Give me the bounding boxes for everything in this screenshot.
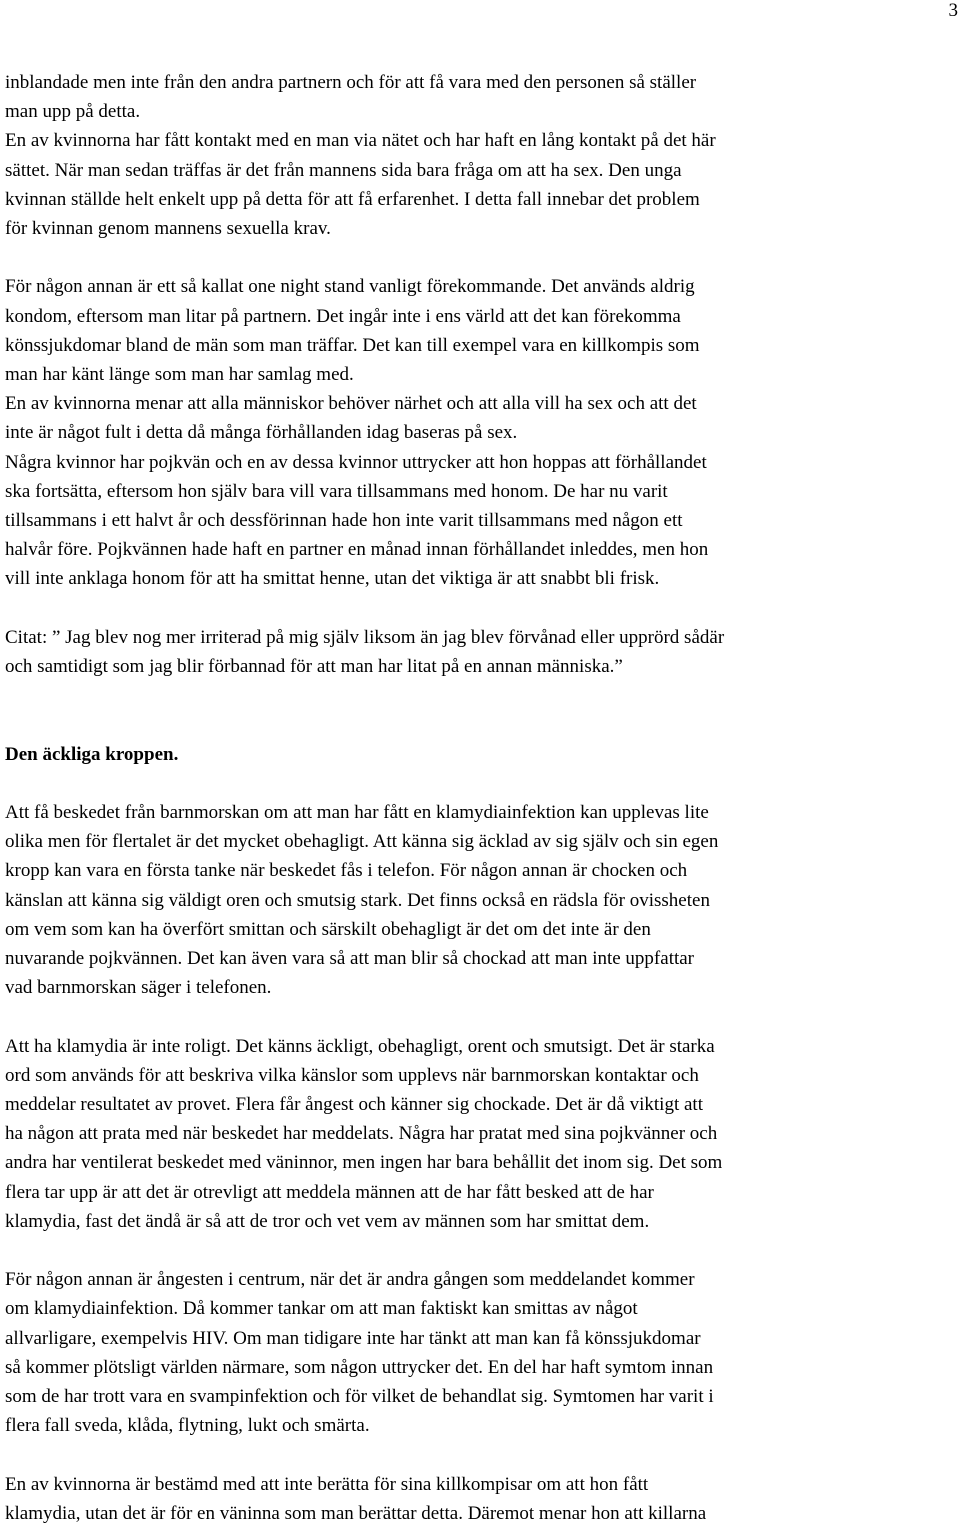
text-line: ska fortsätta, eftersom hon själv bara vill vara tillsammans med honom. De har nu varit [5, 480, 668, 502]
text-line: vad barnmorskan säger i telefonen. [5, 977, 272, 999]
text-line: inte är något fult i detta då många förhållanden idag baseras på sex. [5, 422, 518, 444]
text-line: För någon annan är ångesten i centrum, när det är andra gången som meddelandet kommer [5, 1269, 695, 1291]
text-line: om vem som kan ha överfört smittan och särskilt obehagligt är det om det inte är den [5, 918, 651, 940]
section-heading: Den äckliga kroppen. [5, 743, 179, 765]
text-line: för kvinnan genom mannens sexuella krav. [5, 218, 331, 240]
text-line: allvarligare, exempelvis HIV. Om man tidigare inte har tänkt att man kan få könssjukdomar [5, 1327, 701, 1349]
text-line: En av kvinnorna har fått kontakt med en man via nätet och har haft en lång kontakt på det här [5, 130, 716, 152]
text-line: kvinnan ställde helt enkelt upp på detta för att få erfarenhet. I detta fall innebar det problem [5, 188, 700, 210]
text-line: och samtidigt som jag blir förbannad för att man har litat på en annan människa.” [5, 656, 623, 678]
page-number: 3 [948, 0, 958, 21]
text-line: man har känt länge som man har samlag med. [5, 364, 354, 386]
text-line: kropp kan vara en första tanke när beskedet fås i telefon. För någon annan är chocken och [5, 860, 688, 882]
text-line: För någon annan är ett så kallat one night stand vanligt förekommande. Det används aldrig [5, 276, 695, 298]
text-line: halvår före. Pojkvännen hade haft en partner en månad innan förhållandet inleddes, men hon [5, 539, 709, 561]
text-line: Att få beskedet från barnmorskan om att man har fått en klamydiainfektion kan upplevas lite [5, 802, 709, 824]
text-line: Att ha klamydia är inte roligt. Det känns äckligt, obehagligt, orent och smutsigt. Det är starka [5, 1035, 715, 1057]
text-line: kondom, eftersom man litar på partnern. Det ingår inte i ens värld att det kan förekomma [5, 305, 681, 327]
text-line: En av kvinnorna menar att alla människor behöver närhet och att alla vill ha sex och att det [5, 393, 697, 415]
text-line: vill inte anklaga honom för att ha smittat henne, utan det viktiga är att snabbt bli frisk. [5, 568, 660, 590]
paragraph [5, 1470, 960, 1528]
text-line: klamydia, fast det ändå är så att de tror och vet vem av männen som har smittat dem. [5, 1210, 650, 1232]
text-line: ha någon att prata med när beskedet har meddelats. Några har pratat med sina pojkvänner och [5, 1123, 718, 1145]
paragraph [5, 1032, 960, 1236]
text-line: andra har ventilerat beskedet med väninnor, men ingen har bara behållit det inom sig. Det som [5, 1152, 723, 1174]
text-line: tillsammans i ett halvt år och dessförinnan hade hon inte varit tillsammans med någon ett [5, 510, 683, 532]
text-line: klamydia, utan det är för en väninna som man berättar detta. Däremot menar hon att killarna [5, 1502, 707, 1524]
text-line: om klamydiainfektion. Då kommer tankar om att man faktiskt kan smittas av något [5, 1298, 638, 1320]
text-line: man upp på detta. [5, 101, 141, 123]
document-body [5, 68, 960, 1528]
text-line: Citat: ” Jag blev nog mer irriterad på mig själv liksom än jag blev förvånad eller upprörd sådär [5, 626, 725, 648]
paragraph [5, 798, 960, 1002]
paragraph [5, 68, 960, 243]
text-line: som de har trott vara en svampinfektion och för vilket de behandlat sig. Symtomen har varit i [5, 1386, 714, 1408]
text-line: meddelar resultatet av provet. Flera får ångest och känner sig chockade. Det är då viktigt att [5, 1094, 703, 1116]
text-line: flera fall sveda, klåda, flytning, lukt och smärta. [5, 1415, 370, 1437]
text-line: nuvarande pojkvännen. Det kan även vara så att man blir så chockad att man inte uppfattar [5, 948, 695, 970]
text-line: En av kvinnorna är bestämd med att inte berätta för sina killkompisar om att hon fått [5, 1473, 649, 1495]
quote-paragraph [5, 623, 960, 681]
text-line: ord som används för att beskriva vilka känslor som upplevs när barnmorskan kontaktar och [5, 1064, 699, 1086]
text-line: Några kvinnor har pojkvän och en av dessa kvinnor uttrycker att hon hoppas att förhållandet [5, 451, 707, 473]
paragraph [5, 272, 960, 593]
paragraph [5, 1265, 960, 1440]
text-line: så kommer plötsligt världen närmare, som någon uttrycker det. En del har haft symtom innan [5, 1356, 714, 1378]
text-line: inblandade men inte från den andra partnern och för att få vara med den personen så ställer [5, 72, 697, 93]
text-line: flera tar upp är att det är otrevligt att meddela männen att de har fått besked att de har [5, 1181, 654, 1203]
text-line: känslan att känna sig väldigt oren och smutsig stark. Det finns också en rädsla för ovissheten [5, 889, 710, 911]
text-line: olika men för flertalet är det mycket obehagligt. Att känna sig äcklad av sig själv och sin egen [5, 831, 719, 853]
text-line: könssjukdomar bland de män som man träffar. Det kan till exempel vara en killkompis som [5, 334, 700, 356]
text-line: sättet. När man sedan träffas är det från mannens sida bara fråga om att ha sex. Den unga [5, 159, 682, 181]
